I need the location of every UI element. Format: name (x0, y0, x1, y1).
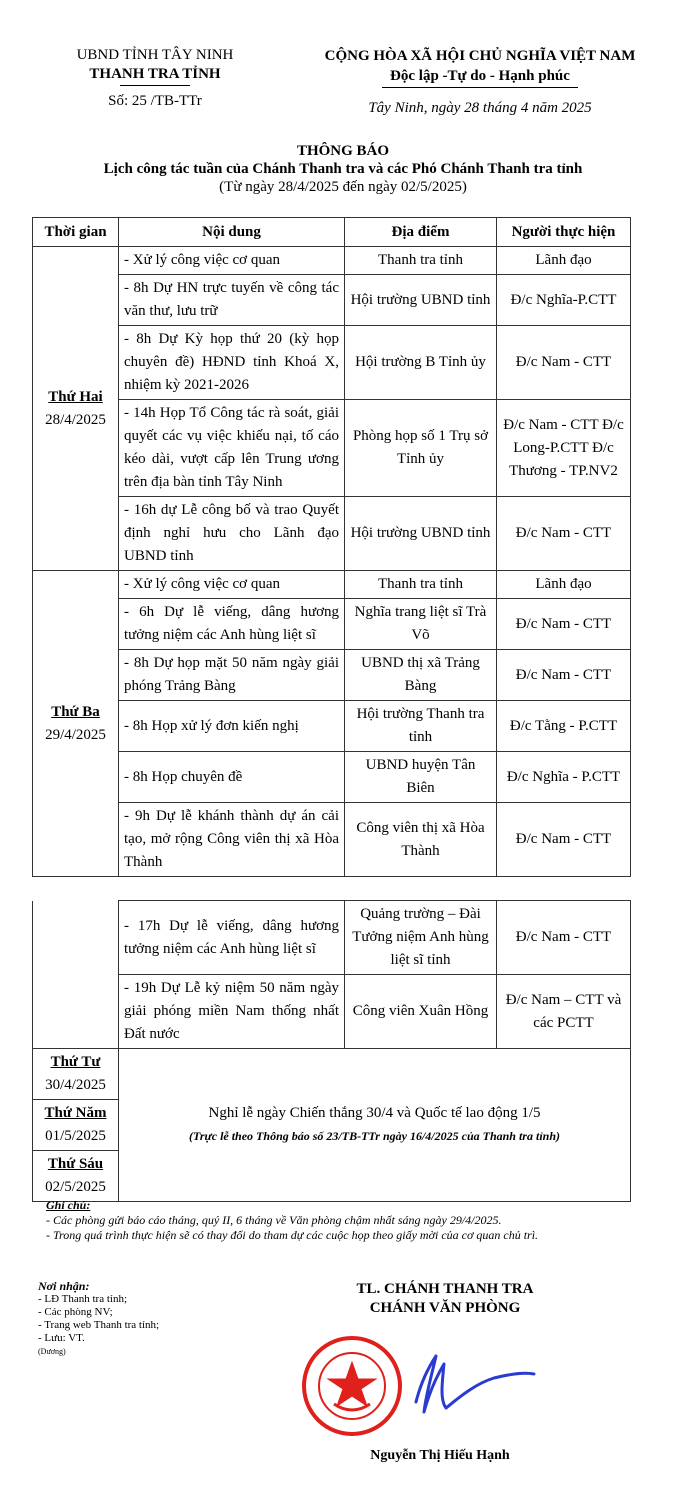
content-cell: - Xử lý công việc cơ quan (119, 247, 345, 275)
content-cell: - 8h Dự Kỳ họp thứ 20 (kỳ họp chuyên đề) HĐND tỉnh Khoá X, nhiệm kỳ 2021-2026 (119, 326, 345, 400)
note-item: - Các phòng gửi báo cáo tháng, quý II, 6 tháng về Văn phòng chậm nhất sáng ngày 29/4/2025. (46, 1213, 502, 1227)
recipient-item: - Các phòng NV; (38, 1306, 113, 1318)
place-cell: Hội trường UBND tỉnh (345, 275, 497, 326)
content-cell: - 16h dự Lễ công bố và trao Quyết định nghỉ hưu cho Lãnh đạo UBND tỉnh (119, 497, 345, 571)
content-cell: - Xử lý công việc cơ quan (119, 571, 345, 599)
place-date: Tây Ninh, ngày 28 tháng 4 năm 2025 (368, 100, 592, 116)
header-person: Người thực hiện (497, 218, 631, 247)
day-cell-friday (33, 1151, 119, 1202)
person-cell: Đ/c Nam - CTT (497, 901, 631, 975)
day-date: 28/4/2025 (45, 411, 106, 428)
table-row (33, 901, 631, 975)
table-row (33, 497, 631, 571)
day-name: Thứ Năm (44, 1105, 107, 1121)
person-cell: Đ/c Nam - CTT (497, 326, 631, 400)
table-header-row (33, 218, 631, 247)
header-time: Thời gian (33, 218, 119, 247)
person-cell: Đ/c Nam - CTT (497, 599, 631, 650)
table-row (33, 975, 631, 1049)
day-cell-thursday (33, 1100, 119, 1151)
day-name: Thứ Ba (51, 703, 100, 720)
table-row (33, 326, 631, 400)
day-date: 29/4/2025 (45, 726, 106, 743)
content-cell: - 6h Dự lễ viếng, dâng hương tưởng niệm các Anh hùng liệt sĩ (119, 599, 345, 650)
content-cell: - 8h Họp chuyên đề (119, 752, 345, 803)
day-date: 30/4/2025 (45, 1077, 106, 1093)
table-row (33, 752, 631, 803)
place-cell: Công viên Xuân Hồng (345, 975, 497, 1049)
notice-subtitle: Lịch công tác tuần của Chánh Thanh tra và các Phó Chánh Thanh tra tỉnh (103, 161, 583, 177)
holiday-text: Nghỉ lễ ngày Chiến thắng 30/4 và Quốc tế lao động 1/5 (208, 1105, 541, 1121)
day-name: Thứ Sáu (47, 1156, 104, 1172)
place-cell: Hội trường UBND tỉnh (345, 497, 497, 571)
place-cell: UBND thị xã Trảng Bàng (345, 650, 497, 701)
person-cell: Đ/c Nam - CTT (497, 650, 631, 701)
place-cell: UBND huyện Tân Biên (345, 752, 497, 803)
recipients-block (38, 1280, 268, 1358)
signer-title: TL. CHÁNH THANH TRA (356, 1281, 534, 1297)
place-cell: Quảng trường – Đài Tưởng niệm Anh hùng liệt sĩ tỉnh (345, 901, 497, 975)
day-name: Thứ Tư (50, 1054, 101, 1070)
note-item: - Trong quá trình thực hiện sẽ có thay đổi do tham dự các cuộc họp theo giấy mời của cơ quan chủ trì. (46, 1228, 539, 1242)
seal-and-signature (298, 1334, 538, 1438)
header-place: Địa điểm (345, 218, 497, 247)
person-cell: Đ/c Tằng - P.CTT (497, 701, 631, 752)
person-cell: Đ/c Nam - CTT Đ/c Long-P.CTT Đ/c Thương - TP.NV2 (497, 400, 631, 497)
motto-underline (382, 87, 578, 88)
place-cell: Thanh tra tỉnh (345, 247, 497, 275)
recipient-item: - Lưu: VT. (38, 1332, 85, 1344)
schedule-table-continued (32, 900, 631, 1202)
day-cell-tuesday-continued (33, 901, 119, 1049)
agency-underline (120, 85, 190, 86)
table-row (33, 599, 631, 650)
day-cell-tuesday (33, 571, 119, 877)
place-cell: Thanh tra tỉnh (345, 571, 497, 599)
table-row (33, 400, 631, 497)
content-cell: - 19h Dự Lễ kỷ niệm 50 năm ngày giải phóng miền Nam thống nhất Đất nước (119, 975, 345, 1049)
issuing-agency-block (30, 46, 280, 111)
table-row (33, 650, 631, 701)
notice-range: (Từ ngày 28/4/2025 đến ngày 02/5/2025) (219, 179, 467, 195)
person-cell: Lãnh đạo (497, 247, 631, 275)
place-cell: Công viên thị xã Hòa Thành (345, 803, 497, 877)
person-cell: Đ/c Nam – CTT và các PCTT (497, 975, 631, 1049)
recipient-item: - LĐ Thanh tra tỉnh; (38, 1293, 127, 1305)
agency-name: THANH TRA TỈNH (89, 66, 221, 82)
notice-heading (0, 142, 686, 196)
signer-name: Nguyễn Thị Hiếu Hạnh (370, 1448, 510, 1463)
person-cell: Đ/c Nghĩa-P.CTT (497, 275, 631, 326)
content-cell: - 14h Họp Tổ Công tác rà soát, giải quyết các vụ việc khiếu nại, tố cáo kéo dài, vượt cấp lên Trung ương trên địa bàn tỉnh Tây Ninh (119, 400, 345, 497)
content-cell: - 9h Dự lễ khánh thành dự án cải tạo, mở rộng Công viên thị xã Hòa Thành (119, 803, 345, 877)
agency-parent: UBND TỈNH TÂY NINH (76, 47, 234, 63)
table-row (33, 1049, 631, 1100)
person-cell: Đ/c Nam - CTT (497, 803, 631, 877)
motto: Độc lập -Tự do - Hạnh phúc (390, 68, 570, 84)
content-cell: - 8h Dự họp mặt 50 năm ngày giải phóng Trảng Bàng (119, 650, 345, 701)
content-cell: - 8h Dự HN trực tuyến về công tác văn thư, lưu trữ (119, 275, 345, 326)
place-cell: Hội trường Thanh tra tỉnh (345, 701, 497, 752)
day-date: 01/5/2025 (45, 1128, 106, 1144)
official-seal-icon (298, 1334, 538, 1438)
recipient-item: - Trang web Thanh tra tỉnh; (38, 1319, 160, 1331)
place-cell: Hội trường B Tỉnh ủy (345, 326, 497, 400)
table-row (33, 701, 631, 752)
header-content: Nội dung (119, 218, 345, 247)
person-cell: Đ/c Nghĩa - P.CTT (497, 752, 631, 803)
signer-office: CHÁNH VĂN PHÒNG (369, 1300, 521, 1316)
day-cell-monday (33, 247, 119, 571)
content-cell: - 8h Họp xử lý đơn kiến nghị (119, 701, 345, 752)
day-name: Thứ Hai (48, 388, 103, 405)
day-date: 02/5/2025 (45, 1179, 106, 1195)
holiday-cell (119, 1049, 631, 1202)
signer-block (300, 1280, 590, 1318)
content-cell: - 17h Dự lễ viếng, dâng hương tưởng niệm các Anh hùng liệt sĩ (119, 901, 345, 975)
recipients-label: Nơi nhận: (38, 1279, 90, 1293)
place-cell: Phòng họp số 1 Trụ sở Tỉnh ủy (345, 400, 497, 497)
notes-label: Ghi chú: (46, 1198, 91, 1212)
table-row (33, 247, 631, 275)
table-row (33, 275, 631, 326)
document-number: Số: 25 /TB-TTr (108, 93, 202, 109)
holiday-note: (Trực lễ theo Thông báo số 23/TB-TTr ngày 16/4/2025 của Thanh tra tỉnh) (189, 1129, 560, 1143)
person-cell: Đ/c Nam - CTT (497, 497, 631, 571)
drafter-initials: (Dương) (38, 1347, 66, 1356)
notice-title: THÔNG BÁO (296, 143, 390, 159)
table-row (33, 803, 631, 877)
schedule-table (32, 217, 631, 877)
place-cell: Nghĩa trang liệt sĩ Trà Võ (345, 599, 497, 650)
country-name: CỘNG HÒA XÃ HỘI CHỦ NGHĨA VIỆT NAM (324, 48, 636, 64)
day-cell-wednesday (33, 1049, 119, 1100)
national-header-block (290, 46, 670, 118)
person-cell: Lãnh đạo (497, 571, 631, 599)
table-row (33, 571, 631, 599)
notes-block (46, 1198, 666, 1243)
